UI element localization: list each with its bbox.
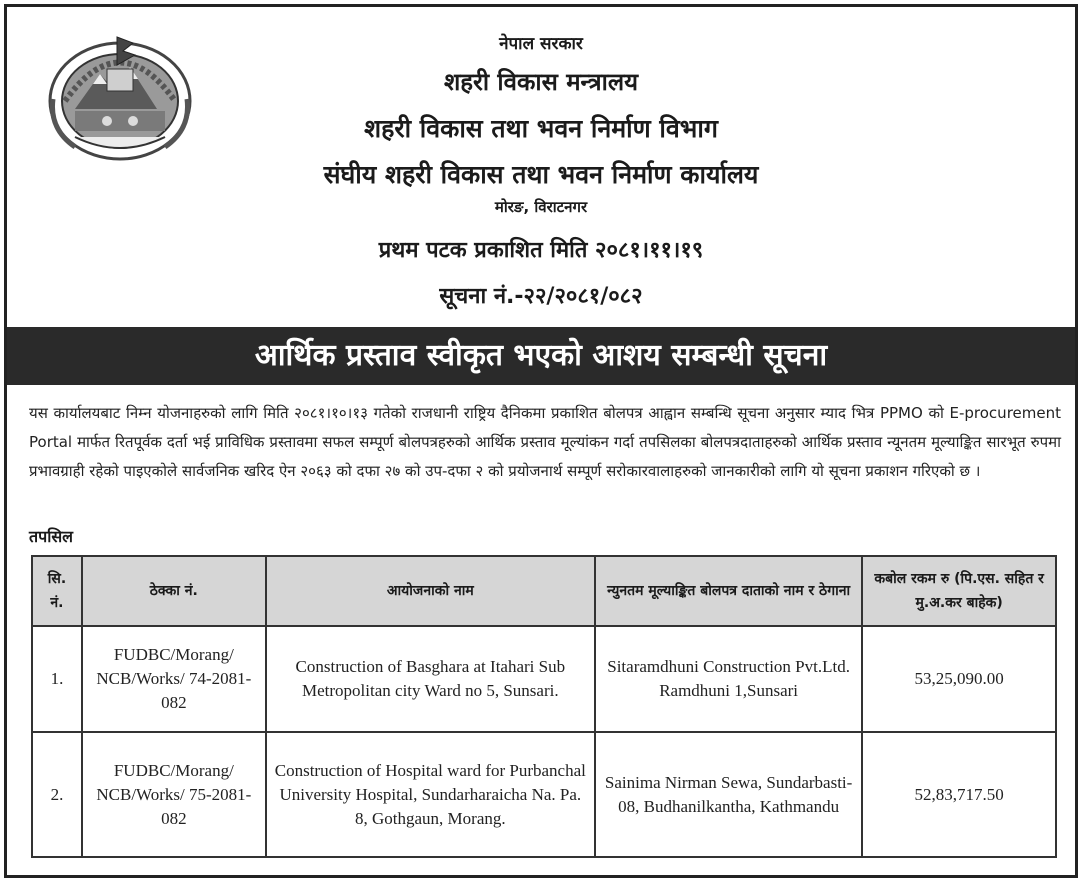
cell-amount: 52,83,717.50 [862,732,1056,857]
cell-bidder: Sitaramdhuni Construction Pvt.Ltd. Ramdhuni 1,Sunsari [595,626,862,732]
notice-header [7,7,1075,327]
section-label: तपसिल [29,527,74,546]
office-location: मोरङ, विराटनगर [494,198,588,216]
cell-contract-no: FUDBC/Morang/ NCB/Works/ 75-2081-082 [82,732,266,857]
government-name: नेपाल सरकार [499,34,583,54]
header-project-name: आयोजनाको नाम [266,556,595,626]
notice-number: सूचना नं.-२२/२०८१/०८२ [439,284,643,309]
header-contract-no: ठेक्का नं. [82,556,266,626]
cell-contract-no: FUDBC/Morang/ NCB/Works/ 74-2081-082 [82,626,266,732]
header-bidder: न्युनतम मूल्याङ्कित बोलपत्र दाताको नाम र ठेगाना [595,556,862,626]
office-name: संघीय शहरी विकास तथा भवन निर्माण कार्यालय [323,160,759,189]
bid-results-table [31,555,1057,858]
cell-bidder: Sainima Nirman Sewa, Sundarbasti-08, Budhanilkantha, Kathmandu [595,732,862,857]
cell-amount: 53,25,090.00 [862,626,1056,732]
table-header-row [32,556,1056,626]
notice-page [4,4,1078,878]
ministry-name: शहरी विकास मन्त्रालय [443,68,639,96]
table-row [32,626,1056,732]
published-date: प्रथम पटक प्रकाशित मिति २०८१।११।१९ [378,238,704,263]
cell-project: Construction of Basghara at Itahari Sub Metropolitan city Ward no 5, Sunsari. [266,626,595,732]
cell-sn: 2. [32,732,82,857]
notice-body-text: यस कार्यालयबाट निम्न योजनाहरुको लागि मिति २०८१।१०।१३ गतेको राजधानी राष्ट्रिय दैनिकमा प्रकाशित बोलपत्र आह्वान सम्बन्धि सूचना अनुसार म्याद भित्र PPMO को E-procurement Portal मार्फत रितपूर्वक दर्ता भई प्राविधिक प्रस्तावमा सफल सम्पूर्ण बोलपत्रहरुको आर्थिक प्रस्ताव मूल्यांकन गर्दा तपसिलका बोलपत्रदाताहरुको आर्थिक प्रस्ताव न्यूनतम मूल्याङ्कित सारभूत रुपमा प्रभावग्राही रहेको पाइएकोले सार्वजनिक खरिद ऐन २०६३ को दफा २७ को उप-दफा २ को प्रयोजनार्थ सम्पूर्ण सरोकारवालाहरुको जानकारीको लागि यो सूचना प्रकाशन गरिएको छ । [29,404,1061,480]
table-row [32,732,1056,857]
notice-title: आर्थिक प्रस्ताव स्वीकृत भएको आशय सम्बन्धी सूचना [7,327,1075,385]
cell-sn: 1. [32,626,82,732]
cell-project: Construction of Hospital ward for Purbanchal University Hospital, Sundarharaicha Na. Pa. 8, Gothgaun, Morang. [266,732,595,857]
department-name: शहरी विकास तथा भवन निर्माण विभाग [364,114,718,143]
header-sn: सि. नं. [32,556,82,626]
header-amount: कबोल रकम रु (पि.एस. सहित र मु.अ.कर बाहेक) [862,556,1056,626]
